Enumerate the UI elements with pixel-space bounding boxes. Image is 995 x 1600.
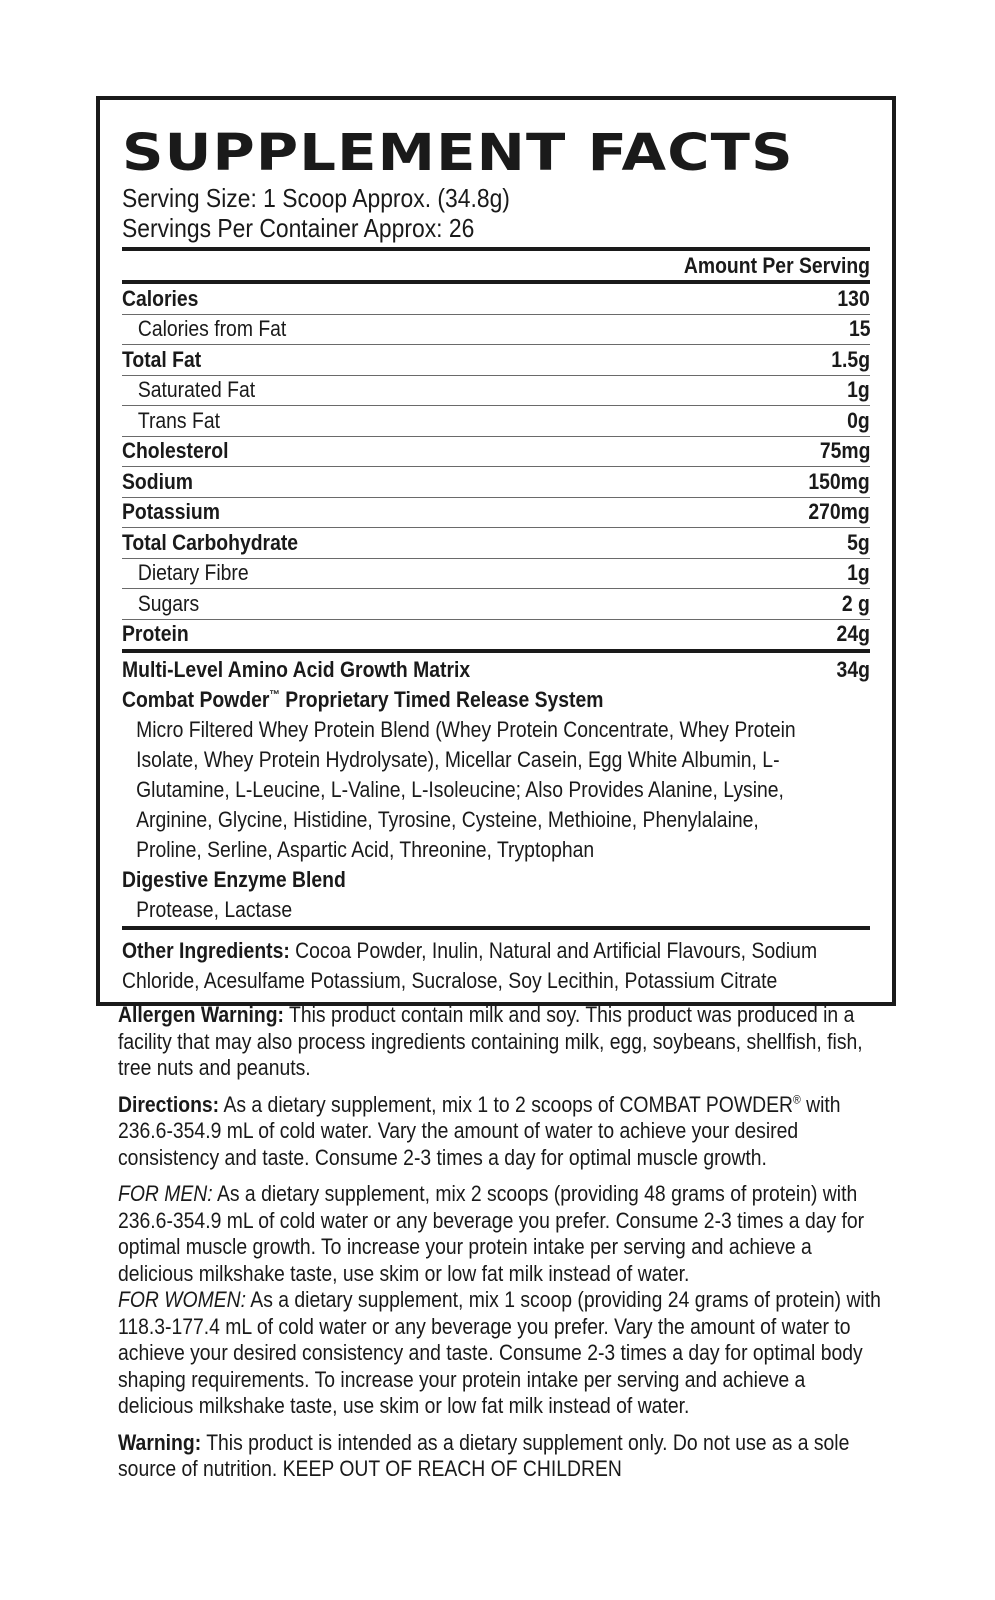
directions-label: Directions: (118, 1091, 220, 1117)
nutrient-value: 24g (836, 621, 870, 647)
nutrient-value: 5g (847, 529, 870, 555)
directions-text-continued: with 236.6-354.9 mL of cold water. Vary the amount of water to achieve your desired consistency and taste. Consume 2-3 times a day for optimal muscle growth. (118, 1091, 841, 1170)
label-information (118, 1002, 884, 1483)
nutrient-row-calories-from-fat (122, 315, 870, 345)
nutrient-label: Saturated Fat (137, 377, 256, 403)
allergen-warning (118, 1002, 884, 1082)
other-ingredients (122, 936, 870, 996)
nutrient-value: 1.5g (831, 346, 870, 372)
allergen-warning-text: This product contain milk and soy. This product was produced in a facility that may also process ingredients containing milk, egg, soybeans, shellfish, fish, tree nuts and peanuts. (118, 1002, 863, 1080)
nutrient-label: Potassium (122, 499, 220, 525)
combat-powder-ingredients: Micro Filtered Whey Protein Blend (Whey Protein Concentrate, Whey Protein Isolate, Whey Protein Hydrolysate), Micellar Casein, Egg White Albumin, L-Glutamine, L-Leucine, L-Valine, L-Isoleucine; Also Provides Alanine, Lysine, Arginine, Glycine, Histidine, Tyrosine, Cysteine, Methioine, Phenylalaine, Proline, Serline, Aspartic Acid, Threonine, Tryptophan (136, 717, 796, 862)
nutrient-row-cholesterol (122, 437, 870, 467)
warning-text: This product is intended as a dietary supplement only. Do not use as a sole source of nutrition. KEEP OUT OF REACH OF CHILDREN (118, 1429, 850, 1481)
combat-powder-row (122, 685, 870, 715)
trademark-symbol: ™ (269, 687, 280, 702)
nutrient-label: Dietary Fibre (137, 560, 249, 586)
directions-text: As a dietary supplement, mix 1 to 2 scoops of COMBAT POWDER (219, 1091, 793, 1117)
nutrient-value: 15 (848, 316, 870, 342)
other-ingredients-label: Other Ingredients: (122, 938, 290, 963)
nutrient-value: 270mg (808, 499, 870, 525)
nutrient-row-total-fat (122, 345, 870, 375)
registered-symbol: ® (792, 1092, 801, 1107)
nutrient-label: Calories from Fat (137, 316, 287, 342)
nutrient-row-calories (122, 284, 870, 314)
nutrient-row-protein (122, 620, 870, 650)
serving-size: Serving Size: 1 Scoop Approx. (34.8g) (122, 183, 510, 213)
nutrient-value: 1g (847, 560, 870, 586)
nutrient-row-dietary-fibre (122, 559, 870, 589)
nutrient-value: 130 (837, 285, 870, 311)
nutrient-row-total-carbohydrate (122, 528, 870, 558)
for-women-label: FOR WOMEN: (118, 1287, 246, 1312)
divider-thick (122, 926, 870, 930)
facts-title: SUPPLEMENT FACTS (122, 124, 794, 183)
nutrient-label: Trans Fat (137, 407, 220, 433)
directions-for-men (118, 1181, 884, 1287)
nutrient-row-sugars (122, 589, 870, 619)
combat-powder-system: Proprietary Timed Release System (279, 687, 604, 712)
other-ingredients-text: Cocoa Powder, Inulin, Natural and Artificial Flavours, Sodium Chloride, Acesulfame Potassium, Sucralose, Soy Lecithin, Potassium Citrate (122, 938, 818, 993)
nutrient-value: 0g (847, 407, 870, 433)
amount-per-serving-header: Amount Per Serving (683, 253, 870, 278)
nutrient-label: Sugars (137, 590, 200, 616)
nutrient-label: Total Fat (122, 346, 202, 372)
combat-powder-label (122, 687, 603, 713)
nutrient-row-saturated-fat (122, 376, 870, 406)
for-women-text: As a dietary supplement, mix 1 scoop (providing 24 grams of protein) with 118.3-177.4 mL of cold water or any beverage you prefer. Vary the amount of water to achieve your desired consistency and taste. Consume 2-3 times a day for optimal body shaping requirements. To increase your protein intake per serving and achieve a delicious milkshake taste, use skim or low fat milk instead of water. (118, 1287, 881, 1418)
nutrient-label: Total Carbohydrate (122, 529, 299, 555)
nutrient-label: Sodium (122, 468, 193, 494)
for-men-text: As a dietary supplement, mix 2 scoops (providing 48 grams of protein) with 236.6-354.9 mL of cold water or any beverage you prefer. Consume 2-3 times a day for optimal muscle growth. To increase your protein intake per serving and achieve a delicious milkshake taste, use skim or low fat milk instead of water. (118, 1181, 865, 1286)
matrix-row (122, 655, 870, 685)
nutrient-value: 2 g (842, 590, 870, 616)
nutrient-label: Cholesterol (122, 438, 229, 464)
enzyme-blend-ingredients: Protease, Lactase (136, 897, 293, 922)
nutrient-label: Protein (122, 621, 189, 647)
nutrient-row-sodium (122, 467, 870, 497)
directions (118, 1092, 884, 1172)
nutrient-value: 150mg (808, 468, 870, 494)
allergen-warning-label: Allergen Warning: (118, 1002, 285, 1027)
matrix-label: Multi-Level Amino Acid Growth Matrix (122, 657, 471, 682)
nutrient-row-trans-fat (122, 406, 870, 436)
nutrient-label: Calories (122, 285, 199, 311)
enzyme-blend-row (122, 865, 870, 895)
nutrient-value: 1g (847, 377, 870, 403)
general-warning (118, 1430, 884, 1483)
servings-per-container: Servings Per Container Approx: 26 (122, 213, 475, 243)
nutrient-value: 75mg (819, 438, 870, 464)
supplement-facts-panel (96, 96, 896, 1006)
divider-thick (122, 649, 870, 653)
nutrient-row-potassium (122, 498, 870, 528)
warning-label: Warning: (118, 1429, 202, 1455)
directions-for-women (118, 1287, 884, 1420)
for-men-label: FOR MEN: (118, 1181, 213, 1206)
combat-powder-name: Combat Powder (122, 687, 270, 712)
enzyme-blend-label: Digestive Enzyme Blend (122, 867, 346, 892)
matrix-value: 34g (836, 657, 870, 682)
